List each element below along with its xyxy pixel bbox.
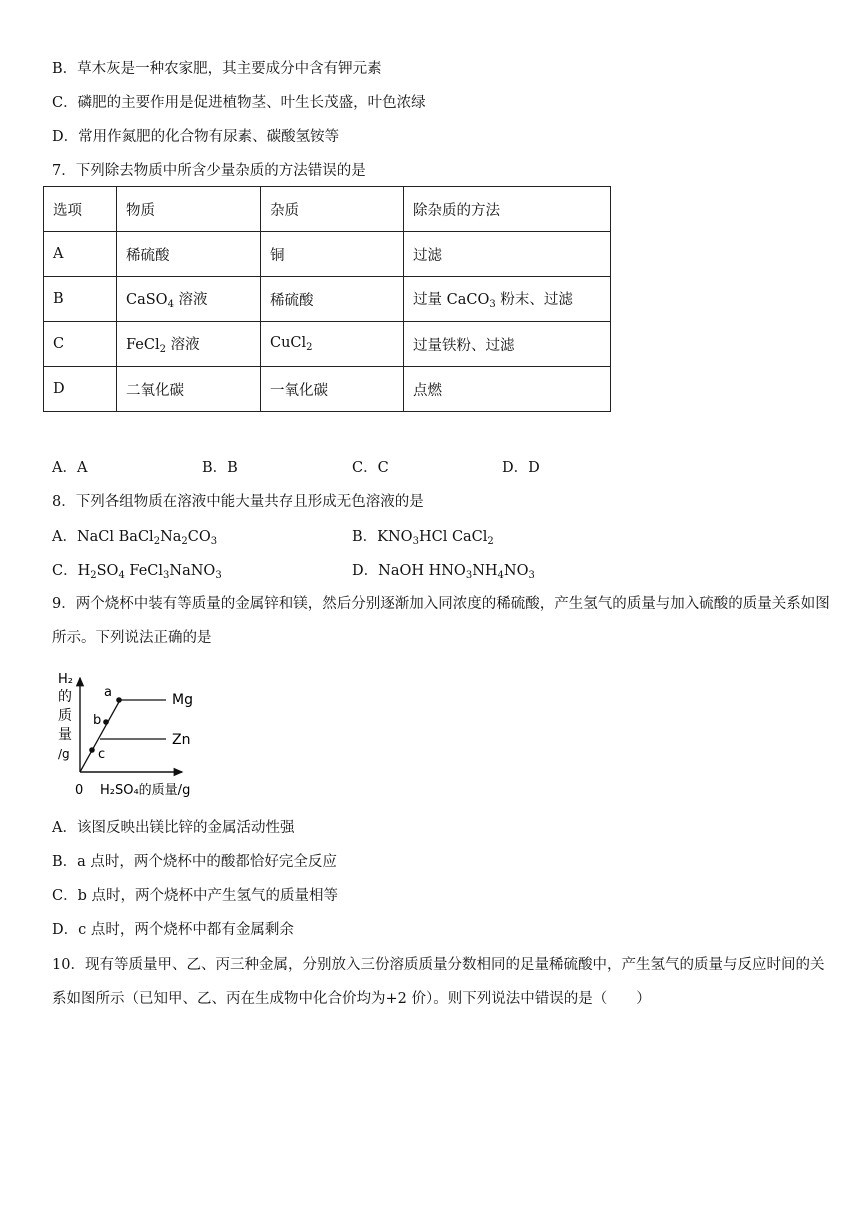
q10-stem: 10．现有等质量甲、乙、丙三种金属，分别放入三份溶质质量分数相同的足量稀硫酸中，产生氢气的质量与反应时间的关系如图所示（已知甲、乙、丙在生成物中化合价均为+2 价）。则下列说法中错误的是（ ） [52,957,825,1007]
point-b [103,719,109,725]
impurity-cell: 稀硫酸 [261,277,404,322]
substance-cell: 稀硫酸 [117,232,261,277]
substance-cell: FeCl$_2$ 溶液 [117,322,261,367]
q9-graph [54,668,214,806]
q7-choice-c: C．C [352,460,389,476]
origin-label: 0 [75,783,84,798]
zn-label: Zn [172,732,191,748]
header-cell: 物质 [117,187,261,232]
point-c-label: c [98,747,106,762]
point-c [89,747,95,753]
substance-cell: CaSO$_4$ 溶液 [117,277,261,322]
method-cell: 过量 CaCO$_3$ 粉末、过滤 [404,277,611,322]
point-a-label: a [104,685,112,700]
mg-label: Mg [172,692,193,708]
header-cell: 除杂质的方法 [404,187,611,232]
mg-curve [80,700,166,772]
q9-option-c: C．b 点时，两个烧杯中产生氢气的质量相等 [52,888,338,904]
option-cell: D [44,367,117,412]
table-row [44,277,611,322]
q6-option-d: D．常用作氮肥的化合物有尿素、碳酸氢铵等 [52,129,340,145]
q8-option-a: A．NaCl $BaCl_2Na_2CO_3$ [52,529,218,547]
y-label-part: 质 [58,708,72,724]
q9-stem: 9．两个烧杯中装有等质量的金属锌和镁，然后分别逐渐加入同浓度的稀硫酸，产生氢气的质量与加入硫酸的质量关系如图所示。下列说法正确的是 [52,596,830,646]
q9-option-a: A．该图反映出镁比锌的金属活动性强 [52,820,295,836]
q6-option-b: B．草木灰是一种农家肥，其主要成分中含有钾元素 [52,61,382,77]
point-a [116,697,122,703]
impurity-cell: 铜 [261,232,404,277]
method-cell: 过滤 [404,232,611,277]
y-label-part: 量 [58,727,72,743]
table-header-row [44,187,611,232]
q7-table [43,186,611,412]
y-label-part: /g [58,747,70,761]
header-cell: 杂质 [261,187,404,232]
q7-stem: 7．下列除去物质中所含少量杂质的方法错误的是 [52,163,366,179]
q8-option-c: C．$H_2SO_4$ FeCl$_3$NaNO$_3$ [52,563,222,581]
table-row [44,322,611,367]
q7-choice-a: A．A [52,460,88,476]
method-cell: 点燃 [404,367,611,412]
q6-option-c: C．磷肥的主要作用是促进植物茎、叶生长茂盛，叶色浓绿 [52,95,426,111]
y-label-part: 的 [58,689,72,705]
impurity-cell: CuCl$_2$ [261,322,404,367]
option-cell: C [44,322,117,367]
impurity-cell: 一氧化碳 [261,367,404,412]
header-cell: 选项 [44,187,117,232]
q8-stem: 8．下列各组物质在溶液中能大量共存且形成无色溶液的是 [52,494,424,510]
table-row [44,367,611,412]
y-label-part: H₂ [58,672,73,687]
q8-option-d: D．NaOH $HNO_3NH_4NO_3$ [352,563,535,581]
q9-option-d: D．c 点时，两个烧杯中都有金属剩余 [52,922,294,938]
q9-option-b: B．a 点时，两个烧杯中的酸都恰好完全反应 [52,854,337,870]
q7-choice-b: B．B [202,460,238,476]
option-cell: A [44,232,117,277]
point-b-label: b [93,713,102,728]
q8-option-b: B．$KNO_3HCl$ CaCl$_2$ [352,529,494,547]
x-axis-label: H₂SO₄的质量/g [100,783,191,798]
option-cell: B [44,277,117,322]
table-row [44,232,611,277]
method-cell: 过量铁粉、过滤 [404,322,611,367]
substance-cell: 二氧化碳 [117,367,261,412]
q7-choice-d: D．D [502,460,540,476]
